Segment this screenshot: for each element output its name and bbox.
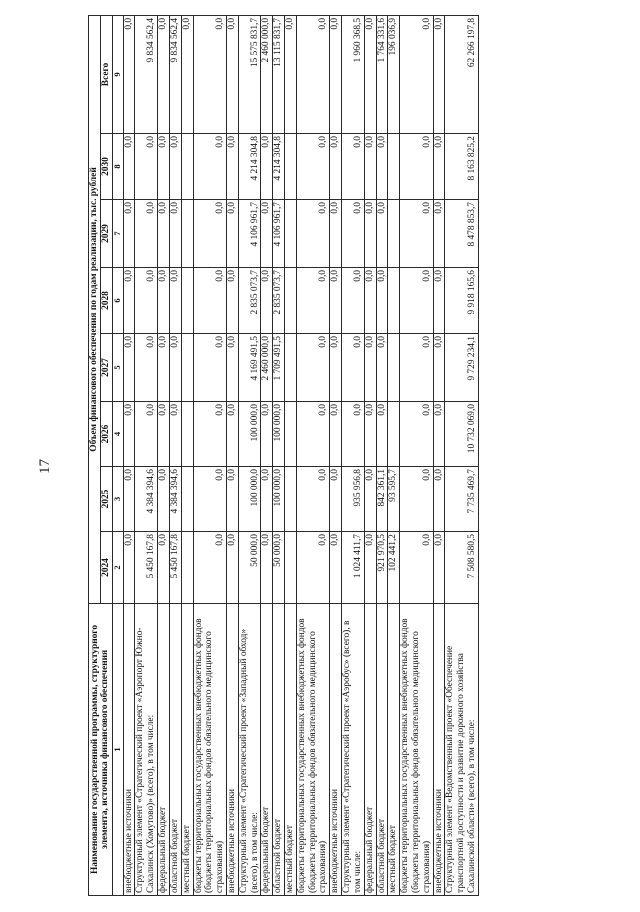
row-label: Структурный элемент «Стратегический проект «Аэропорт Южно-Сахалинск (Хомутово)» (всего), в том числе: [135,604,158,896]
table-row [433,15,445,895]
table-row [364,15,376,895]
table-row [273,15,285,895]
table-row [342,15,365,895]
row-cell: 0,0 [193,15,226,133]
row-cell: 0,0 [296,200,329,268]
row-cell: 0,0 [364,532,376,604]
row-cell [388,200,400,268]
header-year-3: 2027 [100,334,112,402]
row-cell: 8 478 853,7 [445,200,478,268]
header-index-5: 6 [112,268,123,334]
row-cell: 0,0 [400,15,433,133]
row-cell: 0,0 [342,200,365,268]
row-label: Структурный элемент «Стратегический проект «Аэробус» (всего), в том числе: [342,604,365,896]
row-cell: 0,0 [123,200,135,268]
row-label: местный бюджет [181,604,193,896]
row-cell: 1 764 331,6 [376,15,388,133]
row-cell: 50 000,0 [238,532,261,604]
row-cell: 0,0 [135,334,158,402]
header-group: Объем финансового обеспечения по годам реализации, тыс. рублей [89,15,101,603]
row-cell: 100 000,0 [273,467,285,532]
row-cell: 0,0 [400,134,433,200]
row-cell: 13 115 831,7 [273,15,285,133]
header-index-0: 1 [112,604,123,896]
row-cell: 0,0 [433,134,445,200]
table-body [123,15,478,895]
header-index-7: 8 [112,134,123,200]
row-cell: 0,0 [226,467,238,532]
row-cell: 0,0 [330,334,342,402]
row-cell: 102 441,2 [388,532,400,604]
header-index-6: 7 [112,200,123,268]
row-label: областной бюджет [376,604,388,896]
row-cell: 0,0 [261,134,273,200]
row-label: бюджеты территориальных государственных внебюджетных фондов (бюджеты территориальных фондов обязательного медицинского страхования) [296,604,329,896]
row-cell: 0,0 [296,134,329,200]
header-index-3: 4 [112,402,123,467]
row-label: федеральный бюджет [261,604,273,896]
row-cell: 0,0 [193,402,226,467]
financing-table [88,15,479,896]
row-cell: 9 834 562,4 [135,15,158,133]
table-row [400,15,433,895]
row-cell: 0,0 [330,268,342,334]
row-cell: 0,0 [400,532,433,604]
row-cell: 0,0 [226,532,238,604]
row-cell: 935 956,8 [342,467,365,532]
row-cell: 15 575 831,7 [238,15,261,133]
row-cell: 0,0 [400,334,433,402]
row-cell [181,402,193,467]
row-cell [285,200,297,268]
table-row [226,15,238,895]
row-label: федеральный бюджет [364,604,376,896]
row-cell: 0,0 [342,268,365,334]
row-cell [181,532,193,604]
header-index-row [112,15,123,895]
row-cell: 4 169 491,5 [238,334,261,402]
row-cell: 0,0 [226,134,238,200]
row-cell: 100 000,0 [273,402,285,467]
row-cell: 0,0 [296,402,329,467]
row-cell: 4 106 961,7 [273,200,285,268]
row-cell: 0,0 [330,134,342,200]
row-cell: 0,0 [296,268,329,334]
row-cell: 0,0 [261,268,273,334]
row-cell: 0,0 [181,15,193,133]
row-cell: 2 460 000,0 [261,15,273,133]
row-cell: 0,0 [296,467,329,532]
row-cell: 4 106 961,7 [238,200,261,268]
row-cell: 8 163 825,2 [445,134,478,200]
table-row [135,15,158,895]
row-cell: 0,0 [123,532,135,604]
row-cell: 0,0 [169,334,181,402]
row-cell: 0,0 [433,532,445,604]
rotated-table-wrapper [88,16,613,896]
table-row [376,15,388,895]
row-cell: 2 835 073,7 [273,268,285,334]
row-cell: 0,0 [342,134,365,200]
header-year-1: 2025 [100,467,112,532]
row-cell [181,334,193,402]
row-cell: 0,0 [376,200,388,268]
row-cell: 0,0 [193,134,226,200]
row-cell: 0,0 [226,402,238,467]
row-cell: 1 960 368,5 [342,15,365,133]
row-cell: 0,0 [261,402,273,467]
row-cell: 0,0 [123,467,135,532]
header-index-2: 3 [112,467,123,532]
row-cell: 0,0 [261,467,273,532]
row-cell: 0,0 [261,532,273,604]
row-cell: 0,0 [433,467,445,532]
row-label: федеральный бюджет [158,604,170,896]
row-cell: 2 460 000,0 [261,334,273,402]
row-label: бюджеты территориальных государственных внебюджетных фондов (бюджеты территориальных фондов обязательного медицинского страхования) [400,604,433,896]
row-cell: 0,0 [135,268,158,334]
table-row [445,15,478,895]
row-cell: 0,0 [433,334,445,402]
row-cell: 4 214 304,8 [273,134,285,200]
row-cell: 1 024 411,7 [342,532,365,604]
header-index-8: 9 [112,15,123,133]
row-label: внебюджетные источники [226,604,238,896]
row-cell: 0,0 [123,134,135,200]
row-cell: 0,0 [158,402,170,467]
header-year-6: 2030 [100,134,112,200]
row-cell: 0,0 [226,200,238,268]
row-cell: 0,0 [158,15,170,133]
table-row [181,15,193,895]
row-cell: 0,0 [158,532,170,604]
table-row [169,15,181,895]
row-cell: 0,0 [285,15,297,133]
row-cell: 0,0 [330,402,342,467]
row-cell: 196 036,9 [388,15,400,133]
row-cell: 0,0 [376,134,388,200]
row-cell: 0,0 [330,467,342,532]
row-cell: 0,0 [330,532,342,604]
row-cell: 0,0 [364,334,376,402]
row-cell: 0,0 [364,200,376,268]
table-row [285,15,297,895]
table-row [296,15,329,895]
row-cell: 0,0 [193,334,226,402]
row-cell: 50 000,0 [273,532,285,604]
row-cell: 0,0 [158,200,170,268]
row-cell: 0,0 [400,200,433,268]
row-cell [388,334,400,402]
page-number: 17 [37,459,53,474]
row-cell [285,134,297,200]
row-cell: 0,0 [193,268,226,334]
table-row [193,15,226,895]
header-year-2: 2026 [100,402,112,467]
row-cell: 0,0 [330,200,342,268]
row-cell: 0,0 [296,532,329,604]
row-cell: 0,0 [158,467,170,532]
row-cell: 10 732 069,0 [445,402,478,467]
row-cell: 4 214 304,8 [238,134,261,200]
row-cell: 9 918 165,6 [445,268,478,334]
header-index-1: 2 [112,532,123,604]
row-cell: 1 709 491,5 [273,334,285,402]
header-year-0: 2024 [100,532,112,604]
row-cell: 100 000,0 [238,467,261,532]
row-cell: 0,0 [158,268,170,334]
row-label: бюджеты территориальных государственных внебюджетных фондов (бюджеты территориальных фондов обязательного медицинского страхования) [193,604,226,896]
row-cell: 0,0 [364,134,376,200]
row-cell: 0,0 [433,15,445,133]
row-cell: 0,0 [400,467,433,532]
row-cell [181,467,193,532]
row-label: областной бюджет [273,604,285,896]
row-cell [388,402,400,467]
row-cell: 921 970,5 [376,532,388,604]
table-row [261,15,273,895]
row-cell: 0,0 [226,15,238,133]
table-row [330,15,342,895]
row-cell [181,268,193,334]
row-cell: 0,0 [193,532,226,604]
row-cell: 0,0 [433,200,445,268]
row-cell [285,268,297,334]
row-cell: 93 595,7 [388,467,400,532]
row-cell: 2 835 073,7 [238,268,261,334]
row-cell [181,200,193,268]
row-cell: 0,0 [433,402,445,467]
row-label: местный бюджет [388,604,400,896]
row-cell [285,402,297,467]
row-cell: 0,0 [158,134,170,200]
row-cell [285,467,297,532]
row-cell: 0,0 [342,334,365,402]
row-cell: 4 384 394,6 [135,467,158,532]
row-cell [388,268,400,334]
row-label: внебюджетные источники [330,604,342,896]
row-cell: 0,0 [296,15,329,133]
row-cell: 0,0 [123,402,135,467]
table-row [388,15,400,895]
row-cell: 0,0 [135,134,158,200]
row-label: Структурный элемент «Стратегический проект «Западный обход» (всего), в том числе: [238,604,261,896]
row-cell: 0,0 [169,134,181,200]
row-cell: 0,0 [169,402,181,467]
row-label: областной бюджет [169,604,181,896]
row-cell: 0,0 [364,268,376,334]
row-cell [285,334,297,402]
row-cell: 5 450 167,8 [169,532,181,604]
table-row [238,15,261,895]
row-cell [388,134,400,200]
header-index-4: 5 [112,334,123,402]
row-cell: 0,0 [364,467,376,532]
row-cell: 0,0 [135,200,158,268]
row-label: внебюджетные источники [433,604,445,896]
row-cell: 0,0 [400,268,433,334]
row-label: внебюджетные источники [123,604,135,896]
row-cell: 0,0 [364,402,376,467]
row-cell: 0,0 [123,334,135,402]
row-cell: 0,0 [433,268,445,334]
row-cell: 0,0 [296,334,329,402]
row-cell: 0,0 [123,268,135,334]
row-cell: 0,0 [169,268,181,334]
row-cell: 0,0 [158,334,170,402]
row-cell: 0,0 [193,200,226,268]
row-cell: 4 384 394,6 [169,467,181,532]
row-label: Структурный элемент «Ведомственный проект «Обеспечение транспортной доступности и развитие дорожного хозяйства Сахалинской области» (всего), в том числе: [445,604,478,896]
row-cell: 0,0 [193,467,226,532]
header-name-column: Наименование государственной программы, структурного элемента, источника финансового обеспечения [89,604,113,896]
table-row [123,15,135,895]
row-cell: 9 834 562,4 [169,15,181,133]
row-cell: 0,0 [226,334,238,402]
row-cell: 0,0 [169,200,181,268]
row-cell [181,134,193,200]
row-cell: 0,0 [400,402,433,467]
header-year-4: 2028 [100,268,112,334]
row-cell: 62 266 197,8 [445,15,478,133]
row-cell [285,532,297,604]
row-cell: 0,0 [376,402,388,467]
row-cell: 0,0 [330,15,342,133]
row-cell: 0,0 [342,402,365,467]
header-year-7: Всего [100,15,112,133]
row-cell: 0,0 [376,268,388,334]
table-row [158,15,170,895]
row-cell: 0,0 [226,268,238,334]
row-cell: 0,0 [376,334,388,402]
header-year-5: 2029 [100,200,112,268]
row-cell: 0,0 [364,15,376,133]
row-cell: 100 000,0 [238,402,261,467]
row-cell: 0,0 [135,402,158,467]
row-label: местный бюджет [285,604,297,896]
row-cell: 0,0 [261,200,273,268]
row-cell: 5 450 167,8 [135,532,158,604]
row-cell: 7 735 469,7 [445,467,478,532]
row-cell: 0,0 [123,15,135,133]
row-cell: 842 361,1 [376,467,388,532]
row-cell: 7 508 580,5 [445,532,478,604]
row-cell: 9 729 234,1 [445,334,478,402]
